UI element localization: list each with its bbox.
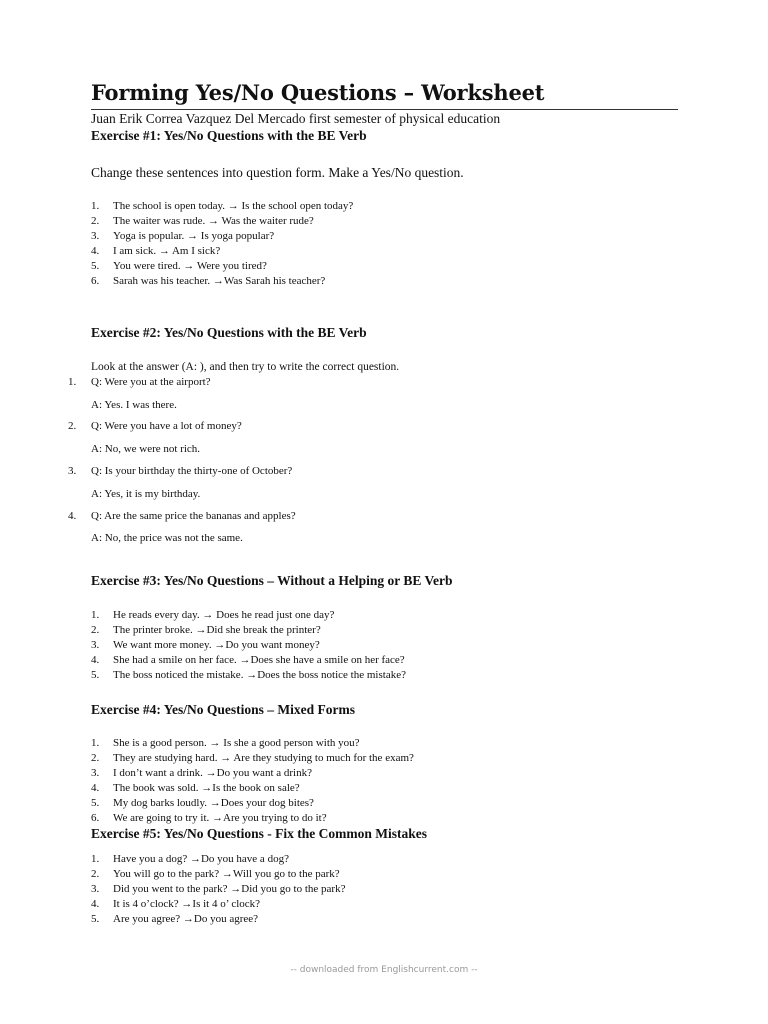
exercise-5-list <box>91 852 345 927</box>
exercise-3-heading: Exercise #3: Yes/No Questions – Without a Helping or BE Verb <box>91 573 453 588</box>
author-line: Juan Erik Correa Vazquez Del Mercado first semester of physical education <box>91 111 501 126</box>
exercise-1-heading: Exercise #1: Yes/No Questions with the BE Verb <box>91 128 367 143</box>
list-item: 3. Did you went to the park? →Did you go to the park? <box>91 883 346 895</box>
list-item: 2. The printer broke. →Did she break the printer? <box>91 624 321 636</box>
list-item: 5. My dog barks loudly. →Does your dog bites? <box>91 797 314 809</box>
answer-item-2: A: No, we were not rich. <box>91 443 201 455</box>
exercise-5-heading: Exercise #5: Yes/No Questions - Fix the Common Mistakes <box>91 826 427 841</box>
list-item: 2. You will go to the park? →Will you go to the park? <box>91 868 340 880</box>
list-item: 3. We want more money. →Do you want money? <box>91 639 320 651</box>
question-item-4: 4. Q: Are the same price the bananas and apples? <box>68 510 296 522</box>
list-item: 5. Are you agree? →Do you agree? <box>91 913 259 925</box>
answer-item-1: A: Yes. I was there. <box>91 399 177 411</box>
list-item: 6. We are going to try it. →Are you trying to do it? <box>91 812 327 824</box>
list-item: 5. The boss noticed the mistake. →Does the boss notice the mistake? <box>91 669 406 681</box>
list-item: 4. The book was sold. →Is the book on sale? <box>91 782 300 794</box>
exercise-1-list <box>91 199 353 289</box>
exercise-1-instruction: Change these sentences into question form. Make a Yes/No question. <box>91 165 464 180</box>
page-footer: -- downloaded from Englishcurrent.com -- <box>290 965 478 975</box>
question-item-2: 2. Q: Were you have a lot of money? <box>68 420 242 432</box>
exercise-2-heading: Exercise #2: Yes/No Questions with the BE Verb <box>91 325 367 340</box>
list-item: 3. Yoga is popular. → Is yoga popular? <box>91 230 275 242</box>
list-item: 3. I don’t want a drink. →Do you want a drink? <box>91 767 312 779</box>
answer-item-4: A: No, the price was not the same. <box>91 532 243 544</box>
exercise-2-instruction: Look at the answer (A: ), and then try to write the correct question. <box>91 361 400 373</box>
list-item: 1. The school is open today. → Is the school open today? <box>91 200 354 212</box>
exercise-3-list <box>91 608 406 683</box>
list-item: 2. They are studying hard. → Are they studying to much for the exam? <box>91 752 414 764</box>
list-item: 2. The waiter was rude. → Was the waiter rude? <box>91 215 314 227</box>
question-item-1: 1. Q: Were you at the airport? <box>68 376 211 388</box>
list-item: 4. She had a smile on her face. →Does she have a smile on her face? <box>91 654 405 666</box>
page-title: Forming Yes/No Questions – Worksheet <box>91 80 545 105</box>
list-item: 4. I am sick. → Am I sick? <box>91 245 221 257</box>
exercise-4-heading: Exercise #4: Yes/No Questions – Mixed Forms <box>91 702 355 717</box>
question-item-3: 3. Q: Is your birthday the thirty-one of October? <box>68 465 293 477</box>
list-item: 5. You were tired. → Were you tired? <box>91 260 267 272</box>
list-item: 1. Have you a dog? →Do you have a dog? <box>91 853 289 865</box>
title-divider <box>91 109 678 110</box>
list-item: 6. Sarah was his teacher. →Was Sarah his teacher? <box>91 275 326 287</box>
list-item: 4. It is 4 o’clock? →Is it 4 o’ clock? <box>91 898 261 910</box>
list-item: 1. He reads every day. → Does he read just one day? <box>91 609 335 621</box>
list-item: 1. She is a good person. → Is she a good person with you? <box>91 737 360 749</box>
answer-item-3: A: Yes, it is my birthday. <box>91 488 201 500</box>
exercise-4-list <box>91 736 414 826</box>
